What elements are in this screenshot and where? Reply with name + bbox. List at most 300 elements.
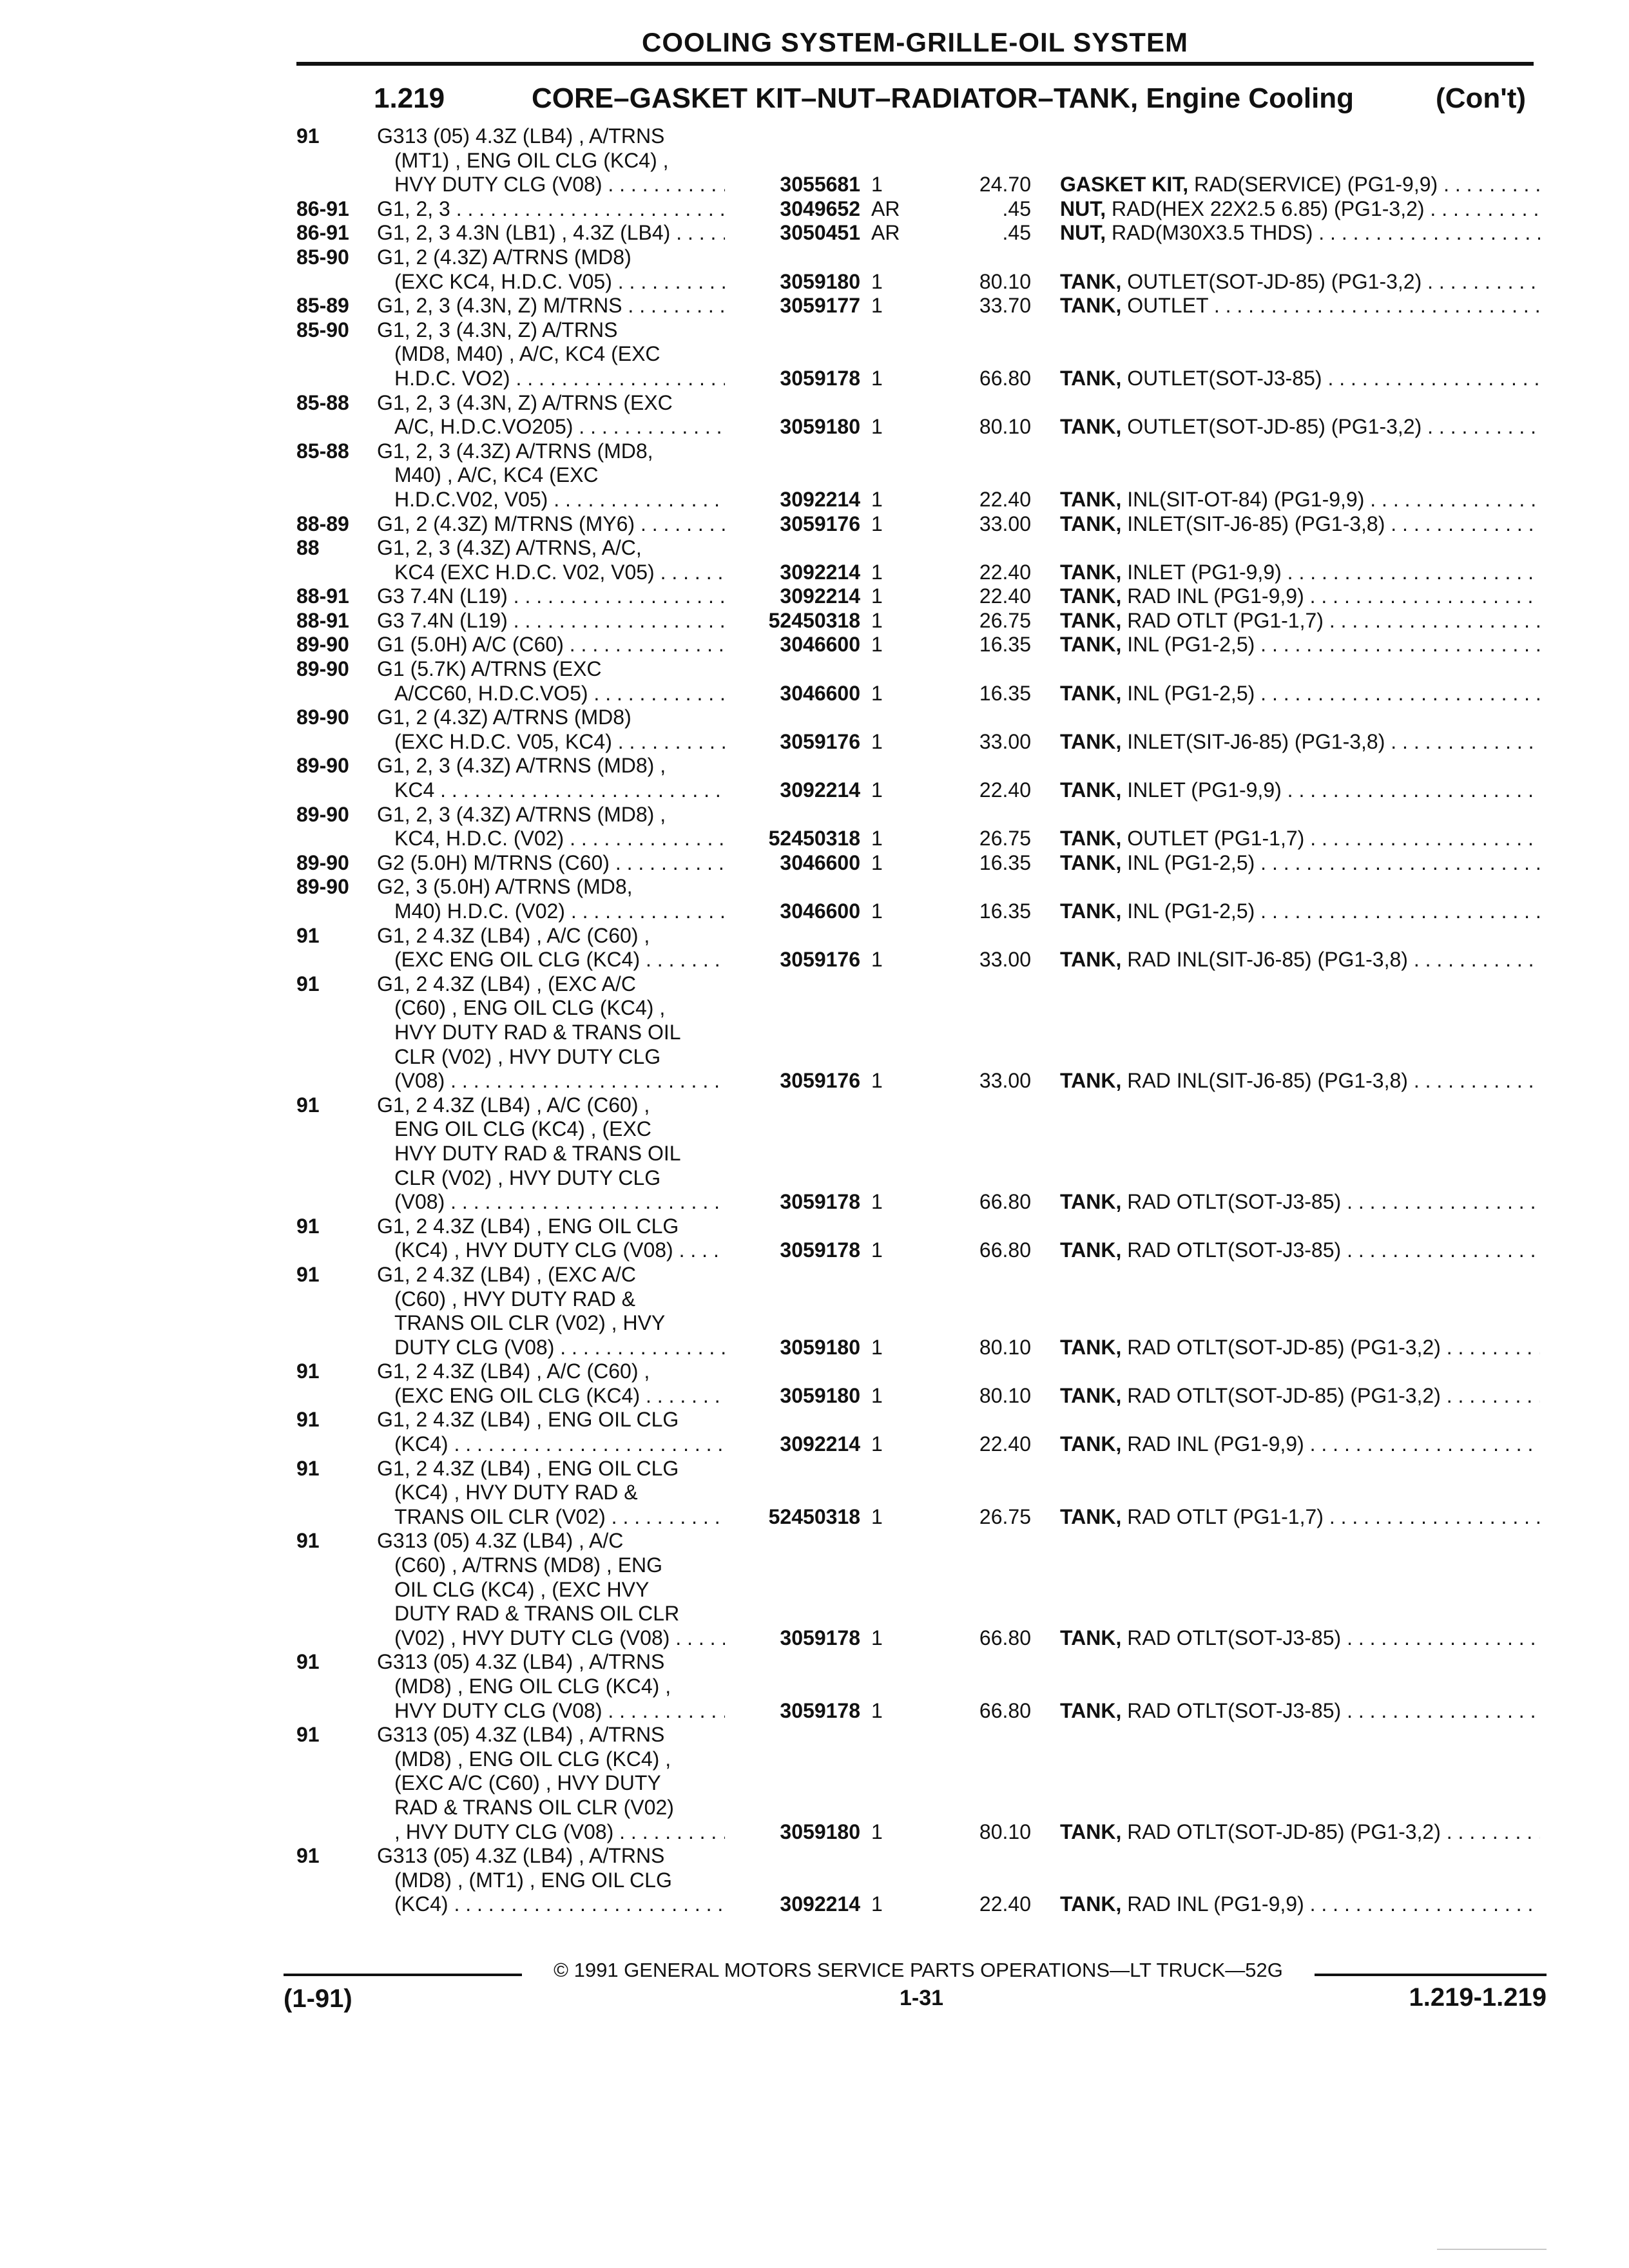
entry-line [0, 875, 1629, 899]
quantity: 1 [871, 584, 883, 608]
application-description: (KC4) , HVY DUTY RAD & [394, 1481, 638, 1504]
entry-line [0, 682, 1629, 706]
model-year: 89-90 [296, 875, 349, 899]
table-row [0, 1529, 1629, 1650]
entry-line [0, 1408, 1629, 1432]
model-year: 85-89 [296, 294, 349, 318]
application-description: G1, 2 (4.3Z) A/TRNS (MD8) [377, 245, 631, 269]
part-name [1060, 173, 1540, 197]
entry-line [0, 1360, 1629, 1384]
entry-line [0, 221, 1629, 245]
part-name [1060, 1384, 1540, 1408]
part-number: 3059180 [780, 1383, 860, 1407]
part-name-detail: RAD INL (PG1-9,9) [1127, 1892, 1304, 1916]
part-name-main: TANK, [1060, 778, 1122, 802]
model-year: 91 [296, 1214, 320, 1238]
application-description: G1 (5.7K) A/TRNS (EXC [377, 657, 602, 681]
application-description: OIL CLG (KC4) , (EXC HVY [394, 1577, 650, 1601]
entry-line [0, 1869, 1629, 1893]
application-description: G313 (05) 4.3Z (LB4) , A/C [377, 1529, 624, 1553]
model-year: 85-88 [296, 439, 349, 463]
entry-line [0, 149, 1629, 173]
entry-line [0, 439, 1629, 464]
part-name-main: TANK, [1060, 899, 1122, 923]
application-description: G1, 2 4.3Z (LB4) , ENG OIL CLG [377, 1408, 679, 1432]
quantity: 1 [871, 850, 883, 874]
part-name-main: NUT, [1060, 221, 1106, 245]
quantity: 1 [871, 899, 883, 923]
table-row [0, 1360, 1629, 1408]
entry-line [0, 197, 1629, 222]
entry-line [0, 1505, 1629, 1530]
application-description: G1, 2 (4.3Z) A/TRNS (MD8) [377, 706, 631, 729]
part-name-detail: INL (PG1-2,5) [1127, 850, 1255, 874]
part-name [1060, 1238, 1540, 1263]
model-year: 86-91 [296, 197, 349, 220]
part-name-main: TANK, [1060, 1698, 1122, 1722]
application-description: (V08) . . . [394, 1069, 725, 1093]
model-year: 91 [296, 972, 320, 995]
entry-line [0, 1336, 1629, 1360]
part-name-main: TANK, [1060, 681, 1122, 705]
entry-line [0, 318, 1629, 343]
entry-line [0, 584, 1629, 609]
entry-line [0, 1432, 1629, 1457]
table-row [0, 197, 1629, 222]
page-header-title: COOLING SYSTEM-GRILLE-OIL SYSTEM [642, 27, 1188, 57]
price: 22.40 [979, 560, 1031, 584]
application-description: (MD8) , (MT1) , ENG OIL CLG [394, 1868, 672, 1892]
application-description: KC4 (EXC H.D.C. V02, V05) . . . [394, 561, 725, 585]
part-name-detail: INLET(SIT-J6-85) (PG1-3,8) [1127, 512, 1385, 535]
part-name-main: TANK, [1060, 850, 1122, 874]
entry-line [0, 996, 1629, 1021]
part-number: 3059176 [780, 729, 860, 753]
entry-line [0, 463, 1629, 488]
part-name-main: TANK, [1060, 1238, 1122, 1262]
application-description: G1, 2 4.3Z (LB4) , A/C (C60) , [377, 1360, 650, 1383]
footer-copyright: © 1991 GENERAL MOTORS SERVICE PARTS OPERATIONS—LT TRUCK—52G [554, 1959, 1283, 1981]
quantity: AR [871, 221, 900, 245]
parts-list [0, 124, 1629, 1917]
application-description: G1, 2, 3 (4.3N, Z) M/TRNS . . . [377, 294, 725, 318]
model-year: 91 [296, 1360, 320, 1383]
application-description: G1, 2, 3 (4.3Z) A/TRNS, A/C, [377, 536, 642, 560]
entry-line [0, 778, 1629, 803]
table-row [0, 124, 1629, 197]
table-row [0, 924, 1629, 972]
application-description: HVY DUTY RAD & TRANS OIL [394, 1020, 681, 1044]
application-description: A/CC60, H.D.C.VO5) . . . [394, 682, 725, 706]
model-year: 91 [296, 1844, 320, 1868]
price: 66.80 [979, 366, 1031, 390]
entry-line [0, 1820, 1629, 1845]
entry-line [0, 1384, 1629, 1408]
part-name-main: TANK, [1060, 729, 1122, 753]
quantity: 1 [871, 1820, 883, 1843]
table-row [0, 875, 1629, 923]
quantity: 1 [871, 1190, 883, 1214]
quantity: 1 [871, 608, 883, 632]
application-description: CLR (V02) , HVY DUTY CLG [394, 1044, 661, 1068]
price: 33.00 [979, 512, 1031, 535]
part-number: 3092214 [780, 1892, 860, 1916]
part-name [1060, 512, 1540, 537]
price: 80.10 [979, 1820, 1031, 1843]
price: 16.35 [979, 681, 1031, 705]
application-description: (KC4) . . . [394, 1892, 725, 1917]
application-description: G3 7.4N (L19) . . . [377, 584, 725, 609]
part-name-main: TANK, [1060, 1069, 1122, 1093]
part-number: 3059180 [780, 415, 860, 439]
application-description: (MD8) , ENG OIL CLG (KC4) , [394, 1747, 671, 1771]
part-number: 3059178 [780, 1238, 860, 1262]
part-name-detail: OUTLET [1127, 294, 1208, 318]
quantity: AR [871, 197, 900, 220]
model-year: 91 [296, 1262, 320, 1286]
part-name [1060, 633, 1540, 657]
quantity: 1 [871, 415, 883, 439]
price: 22.40 [979, 778, 1031, 802]
part-name-main: TANK, [1060, 1820, 1122, 1843]
table-row [0, 657, 1629, 706]
part-name [1060, 827, 1540, 851]
entry-line [0, 1723, 1629, 1747]
application-description: G1, 2 4.3Z (LB4) , A/C (C60) , [377, 1093, 650, 1117]
entry-line [0, 1117, 1629, 1142]
part-number: 3059178 [780, 1698, 860, 1722]
application-description: (EXC A/C (C60) , HVY DUTY [394, 1771, 661, 1795]
quantity: 1 [871, 512, 883, 535]
price: 22.40 [979, 487, 1031, 511]
model-year: 91 [296, 124, 320, 148]
part-name-main: TANK, [1060, 1335, 1122, 1359]
application-description: G1, 2 4.3Z (LB4) , A/C (C60) , [377, 923, 650, 947]
application-description: G313 (05) 4.3Z (LB4) , A/TRNS [377, 1723, 665, 1747]
quantity: 1 [871, 1698, 883, 1722]
part-name [1060, 1432, 1540, 1457]
part-name [1060, 778, 1540, 803]
application-description: RAD & TRANS OIL CLR (V02) [394, 1795, 674, 1819]
application-description: G1, 2, 3 (4.3Z) A/TRNS (MD8, [377, 439, 653, 463]
table-row [0, 1844, 1629, 1917]
part-name-main: TANK, [1060, 1504, 1122, 1528]
entry-line [0, 1747, 1629, 1772]
entry-line [0, 124, 1629, 149]
application-description: HVY DUTY CLG (V08) . . . [394, 1699, 725, 1724]
entry-line [0, 948, 1629, 972]
application-description: G1, 2 4.3Z (LB4) , (EXC A/C [377, 1262, 636, 1286]
entry-line [0, 173, 1629, 197]
entry-line [0, 1238, 1629, 1263]
entry-line [0, 391, 1629, 416]
entry-line [0, 609, 1629, 633]
quantity: 1 [871, 560, 883, 584]
section-continued: (Con't) [1436, 82, 1526, 114]
part-name [1060, 367, 1540, 391]
price: 16.35 [979, 899, 1031, 923]
entry-line [0, 1069, 1629, 1093]
part-number: 3059176 [780, 948, 860, 972]
price: 80.10 [979, 269, 1031, 293]
table-row [0, 1215, 1629, 1263]
part-number: 3046600 [780, 633, 860, 657]
application-description: G2, 3 (5.0H) A/TRNS (MD8, [377, 875, 633, 899]
part-name-detail: RAD OTLT(SOT-JD-85) (PG1-3,2) [1127, 1383, 1441, 1407]
price: 16.35 [979, 850, 1031, 874]
model-year: 85-90 [296, 245, 349, 269]
entry-line [0, 1166, 1629, 1191]
table-row [0, 584, 1629, 609]
application-description: G2 (5.0H) M/TRNS (C60) . . . [377, 851, 725, 876]
entry-line [0, 1481, 1629, 1505]
part-name [1060, 415, 1540, 439]
quantity: 1 [871, 729, 883, 753]
quantity: 1 [871, 294, 883, 318]
price: 66.80 [979, 1698, 1031, 1722]
part-number: 3059176 [780, 1069, 860, 1093]
part-name-main: TANK, [1060, 827, 1122, 850]
table-row [0, 221, 1629, 245]
model-year: 85-90 [296, 318, 349, 341]
part-number: 3046600 [780, 899, 860, 923]
part-number: 3092214 [780, 487, 860, 511]
part-name-detail: INLET (PG1-9,9) [1127, 560, 1282, 584]
application-description: HVY DUTY RAD & TRANS OIL [394, 1141, 681, 1165]
part-name-detail: RAD OTLT(SOT-J3-85) [1127, 1698, 1342, 1722]
price: 66.80 [979, 1190, 1031, 1214]
part-name-detail: RAD OTLT(SOT-J3-85) [1127, 1238, 1342, 1262]
table-row [0, 1457, 1629, 1530]
part-name [1060, 221, 1540, 245]
footer-rule-left [284, 1974, 522, 1976]
part-name [1060, 294, 1540, 318]
table-row [0, 633, 1629, 657]
price: 22.40 [979, 1892, 1031, 1916]
application-description: (C60) , HVY DUTY RAD & [394, 1287, 636, 1311]
entry-line [0, 633, 1629, 657]
quantity: 1 [871, 487, 883, 511]
entry-line [0, 924, 1629, 948]
application-description: (V02) , HVY DUTY CLG (V08) . . . [394, 1626, 725, 1651]
part-name-detail: RAD INL(SIT-J6-85) (PG1-3,8) [1127, 948, 1408, 972]
price: 22.40 [979, 1432, 1031, 1456]
entry-line [0, 294, 1629, 318]
application-description: KC4, H.D.C. (V02) . . . [394, 827, 725, 851]
part-number: 3055681 [780, 173, 860, 197]
part-number: 52450318 [768, 827, 860, 850]
application-description: G313 (05) 4.3Z (LB4) , A/TRNS [377, 1650, 665, 1674]
table-row [0, 851, 1629, 876]
part-name-main: TANK, [1060, 487, 1122, 511]
part-name-detail: INLET (PG1-9,9) [1127, 778, 1282, 802]
quantity: 1 [871, 1238, 883, 1262]
table-row [0, 706, 1629, 754]
price: 33.00 [979, 1069, 1031, 1093]
part-number: 3059180 [780, 1335, 860, 1359]
part-name-main: NUT, [1060, 197, 1106, 220]
model-year: 89-90 [296, 706, 349, 729]
application-description: M40) , A/C, KC4 (EXC [394, 463, 599, 487]
entry-line [0, 1675, 1629, 1699]
entry-line [0, 561, 1629, 585]
table-row [0, 512, 1629, 537]
price: 26.75 [979, 1504, 1031, 1528]
part-name-detail: INL (PG1-2,5) [1127, 681, 1255, 705]
part-number: 3046600 [780, 681, 860, 705]
model-year: 88-91 [296, 608, 349, 632]
entry-line [0, 730, 1629, 754]
part-name-detail: INL (PG1-2,5) [1127, 633, 1255, 657]
quantity: 1 [871, 633, 883, 657]
application-description: G3 7.4N (L19) . . . [377, 609, 725, 633]
application-description: G1, 2, 3 (4.3N, Z) A/TRNS [377, 318, 618, 341]
part-name-detail: RAD(SERVICE) (PG1-9,9) [1194, 173, 1438, 197]
part-name-main: TANK, [1060, 1383, 1122, 1407]
entry-line [0, 972, 1629, 997]
scan-mark [1437, 2249, 1547, 2250]
price: 66.80 [979, 1238, 1031, 1262]
entry-line [0, 536, 1629, 561]
entry-line [0, 1215, 1629, 1239]
table-row [0, 536, 1629, 584]
part-name-main: TANK, [1060, 1432, 1122, 1456]
part-name-detail: RAD INL(SIT-J6-85) (PG1-3,8) [1127, 1069, 1408, 1093]
application-description: HVY DUTY CLG (V08) . . . [394, 173, 725, 197]
part-name [1060, 1699, 1540, 1724]
price: .45 [1002, 221, 1031, 245]
application-description: H.D.C. VO2) . . . [394, 367, 725, 391]
part-number: 3059177 [780, 294, 860, 318]
application-description: CLR (V02) , HVY DUTY CLG [394, 1166, 661, 1189]
table-row [0, 754, 1629, 802]
part-number: 52450318 [768, 608, 860, 632]
application-description: (EXC ENG OIL CLG (KC4) . . . [394, 1384, 725, 1408]
application-description: (KC4) . . . [394, 1432, 725, 1457]
header-rule [296, 62, 1534, 66]
part-name [1060, 1336, 1540, 1360]
model-year: 91 [296, 1723, 320, 1747]
part-name [1060, 1190, 1540, 1215]
application-description: ENG OIL CLG (KC4) , (EXC [394, 1117, 651, 1141]
part-number: 3092214 [780, 1432, 860, 1456]
application-description: (MD8, M40) , A/C, KC4 (EXC [394, 342, 660, 366]
application-description: G1, 2 (4.3Z) M/TRNS (MY6) . . . [377, 512, 725, 537]
entry-line [0, 1287, 1629, 1312]
entry-line [0, 1457, 1629, 1481]
quantity: 1 [871, 1892, 883, 1916]
part-name-detail: RAD OTLT(SOT-JD-85) (PG1-3,2) [1127, 1335, 1441, 1359]
footer-rule-right [1315, 1974, 1547, 1976]
model-year: 91 [296, 923, 320, 947]
entry-line [0, 1021, 1629, 1045]
application-description: (V08) . . . [394, 1190, 725, 1215]
footer-revision-code: (1-91) [284, 1984, 352, 2013]
application-description: G1, 2, 3 (4.3N, Z) A/TRNS (EXC [377, 390, 673, 414]
application-description: (MT1) , ENG OIL CLG (KC4) , [394, 148, 669, 172]
application-description: (KC4) , HVY DUTY CLG (V08) . . . [394, 1238, 725, 1263]
part-number: 3050451 [780, 221, 860, 245]
part-name [1060, 1505, 1540, 1530]
entry-line [0, 899, 1629, 924]
part-name-main: TANK, [1060, 366, 1122, 390]
table-row [0, 318, 1629, 391]
table-row [0, 1723, 1629, 1844]
part-number: 3059178 [780, 366, 860, 390]
model-year: 91 [296, 1456, 320, 1480]
part-number: 52450318 [768, 1504, 860, 1528]
price: 33.00 [979, 948, 1031, 972]
application-description: G1, 2 4.3Z (LB4) , (EXC A/C [377, 972, 636, 995]
section-title: CORE–GASKET KIT–NUT–RADIATOR–TANK, Engine Cooling [532, 82, 1354, 114]
model-year: 91 [296, 1408, 320, 1432]
part-number: 3049652 [780, 197, 860, 220]
part-number: 3059176 [780, 512, 860, 535]
entry-line [0, 1771, 1629, 1796]
part-name-detail: OUTLET (PG1-1,7) [1127, 827, 1305, 850]
part-number: 3059180 [780, 269, 860, 293]
entry-line [0, 512, 1629, 537]
table-row [0, 245, 1629, 294]
part-name [1060, 270, 1540, 294]
part-name-detail: OUTLET(SOT-JD-85) (PG1-3,2) [1127, 269, 1422, 293]
application-description: G1, 2, 3 . . . [377, 197, 725, 222]
footer-page-number: 1-31 [899, 1986, 944, 2010]
application-description: , HVY DUTY CLG (V08) . . . [394, 1820, 725, 1845]
part-name-main: TANK, [1060, 512, 1122, 535]
model-year: 91 [296, 1093, 320, 1117]
application-description: (C60) , ENG OIL CLG (KC4) , [394, 996, 666, 1020]
application-description: H.D.C.V02, V05) . . . [394, 488, 725, 512]
part-name-detail: OUTLET(SOT-JD-85) (PG1-3,2) [1127, 415, 1422, 439]
part-name-main: TANK, [1060, 560, 1122, 584]
quantity: 1 [871, 1335, 883, 1359]
part-name-main: TANK, [1060, 294, 1122, 318]
part-number: 3046600 [780, 850, 860, 874]
entry-line [0, 367, 1629, 391]
entry-line [0, 803, 1629, 827]
section-number: 1.219 [374, 82, 445, 114]
quantity: 1 [871, 1069, 883, 1093]
price: .45 [1002, 197, 1031, 220]
footer-section-range: 1.219-1.219 [1409, 1983, 1547, 2012]
part-name [1060, 197, 1540, 222]
part-number: 3092214 [780, 778, 860, 802]
quantity: 1 [871, 827, 883, 850]
application-description: (MD8) , ENG OIL CLG (KC4) , [394, 1675, 671, 1698]
part-name [1060, 1069, 1540, 1093]
model-year: 91 [296, 1529, 320, 1553]
model-year: 89-90 [296, 850, 349, 874]
table-row [0, 294, 1629, 318]
quantity: 1 [871, 173, 883, 197]
part-name-detail: RAD INL (PG1-9,9) [1127, 1432, 1304, 1456]
application-description: (EXC KC4, H.D.C. V05) . . . [394, 270, 725, 294]
entry-line [0, 1093, 1629, 1118]
entry-line [0, 1311, 1629, 1336]
part-name-main: TANK, [1060, 269, 1122, 293]
part-name-detail: RAD INL (PG1-9,9) [1127, 584, 1304, 608]
table-row [0, 1263, 1629, 1360]
application-description: G1, 2, 3 4.3N (LB1) , 4.3Z (LB4) . . . [377, 221, 725, 245]
part-name [1060, 948, 1540, 972]
application-description: (EXC ENG OIL CLG (KC4) . . . [394, 948, 725, 972]
part-name-detail: RAD OTLT (PG1-1,7) [1127, 608, 1324, 632]
part-name [1060, 851, 1540, 876]
entry-line [0, 415, 1629, 439]
entry-line [0, 1263, 1629, 1287]
entry-line [0, 1892, 1629, 1917]
